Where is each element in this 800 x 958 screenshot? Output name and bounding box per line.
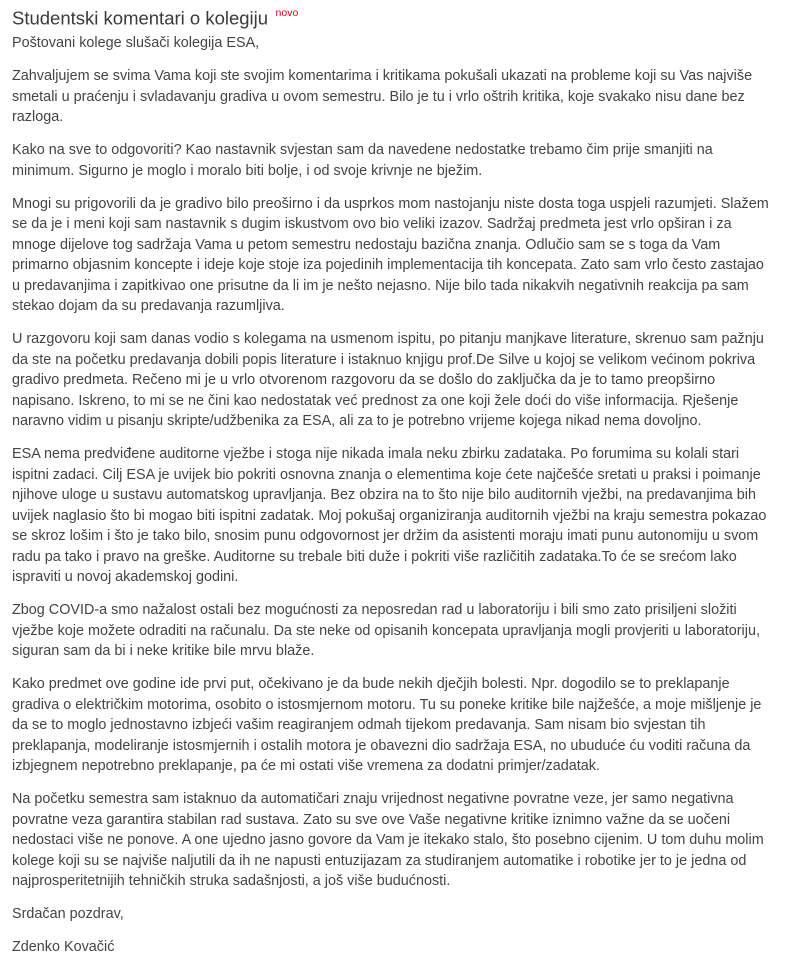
body-paragraph — [12, 674, 788, 777]
body-paragraph — [12, 329, 788, 432]
paragraph-line: smetali u praćenju i svladavanju gradiva u ovom semestru. Bilo je tu i vrlo oštrih kritika, koje svakako nisu dane bez — [12, 88, 745, 105]
paragraph-line: vježbe koje možete odraditi na računalu. Da ste neke od opisanih koncepata upravljanja mogli provjeriti u laboratoriju, — [12, 622, 760, 639]
body-paragraph — [12, 66, 788, 128]
body-paragraph — [12, 444, 788, 588]
salutation: Poštovani kolege slušači kolegija ESA, — [12, 35, 260, 51]
paragraph-line: U razgovoru koji sam danas vodio s kolegama na usmenom ispitu, po pitanju manjkave literature, skrenuo sam pažnju — [12, 331, 764, 347]
title-row — [12, 1, 788, 29]
body-paragraph — [12, 789, 788, 892]
body-paragraph — [12, 140, 788, 181]
paragraph-line: izbjegnem nepotrebno preklapanje, pa će mi ostati više vremena za dodatni primjer/zadatak. — [12, 758, 600, 774]
paragraph-line: Kako predmet ove godine ide prvi put, očekivano je da bude nekih dječjih bolesti. Npr. dogodilo se to preklapanje — [12, 676, 730, 692]
paragraph-line: Mnogi su prigovorili da je gradivo bilo preoširno i da usprkos mom nastojanju niste dosta toga uspjeli razumjeti. Slažem — [12, 195, 769, 212]
article-body — [12, 66, 788, 892]
paragraph-line: mnoge dijelove tog sadržaja Vama u petom semestru nedostaju bazična znanja. Odlučio sam se s toga da Vam — [12, 236, 721, 253]
new-badge: novo — [275, 7, 299, 19]
article-title[interactable]: Studentski komentari o kolegiju — [12, 7, 269, 29]
paragraph-line: najprosperitetnijih tehničkih struka sadašnjosti, a još više budućnosti. — [12, 873, 451, 889]
paragraph-line: se da je i meni koji sam nastavnik s dugim iskustvom ovo bio veliki izazov. Sadržaj predmeta jest vrlo opširan i za — [12, 216, 732, 232]
paragraph-line: naravno vidim u pisanju skripte/udžbenika za ESA, ali za to je potrebno vrijeme kojega nikad nema dovoljno. — [12, 413, 702, 429]
paragraph-line: ESA nema predviđene auditorne vježbe i stoga nije nikada imala neku zbirku zadataka. Po forumima su kolali stari — [12, 446, 740, 462]
paragraph-line: minimum. Sigurno je moglo i moralo biti bolje, i od svoje krivnje ne bježim. — [12, 162, 483, 179]
paragraph-line: da ste na početku predavanja dobili popis literature i istaknuo knjigu prof.De Silve u kojoj se velikom većinom pokriva — [12, 351, 756, 368]
paragraph-line: nedostaci više ne ponove. A one ujedno jasno govore da Vam je itekako stalo, što posebno cijenim. U tom duhu molim — [12, 832, 764, 848]
paragraph-line: njihove uloge u sustavu automatskog upravljanja. Bez obzira na to što nije bilo auditornih vježbi, na predavanjima bih — [12, 487, 756, 503]
paragraph-line: Zbog COVID-a smo nažalost ostali bez mogućnosti za neposredan rad u laboratoriju i bili smo zato prisiljeni složiti — [12, 602, 737, 618]
closing: Srdačan pozdrav, — [12, 906, 124, 922]
paragraph-line: gradiva o električkim motorima, osobito o istosmjernom motoru. Tu su poneke kritike bile najžešće, a moje mišljenje je — [12, 696, 762, 713]
paragraph-line: primarno objasnim koncepte i ideje koje stoje iza pojedinih implementacija tih koncepata. Zato sam vrlo često zastajao — [12, 257, 764, 273]
paragraph-line: da se to moglo jednostavno izbjeći vašim reagiranjem odmah tijekom predavanja. Sam nisam bio svjestan tih — [12, 717, 706, 733]
paragraph-line: ispraviti u novoj akademskoj godini. — [12, 569, 239, 585]
paragraph-line: siguran sam da bi i neke kritike bile mrvu blaže. — [12, 643, 315, 659]
body-paragraph — [12, 194, 788, 317]
paragraph-line: Zahvaljujem se svima Vama koji ste svojim komentarima i kritikama pokušali ukazati na probleme koji su Vas najviše — [12, 68, 753, 84]
paragraph-line: u predavanjima i zapitkivao one prisutne da li im je nešto nejasno. Nije bilo tada nikakvih negativnih reakcija pa sam — [12, 277, 749, 294]
paragraph-line: napisano. Iskreno, to mi se ne čini kao nedostatak već prednost za one koji žele doći do više informacija. Rješenje — [12, 392, 739, 409]
paragraph-line: povratne veza garantira stabilan rad sustava. Zato su sve ove Vaše negativne kritike iznimno važne da se uočeni — [12, 811, 731, 828]
paragraph-line: radu pa tako i pravo na greške. Auditorne su trebale biti duže i pokriti više različitih zadataka.To će se srećom lako — [12, 548, 737, 565]
paragraph-line: stekao dojam da su predavanja razumljiva. — [12, 298, 285, 314]
paragraph-line: kolege koji su se najviše naljutili da ih ne napusti entuzijazam za studiranjem automatike i robotike jer to je jedna od — [12, 852, 747, 869]
paragraph-line: preklapanja, modeliranje istosmjernih i ostalih motora je obavezni dio sadržaja ESA, no ubuduće ću voditi računa da — [12, 737, 751, 754]
body-paragraph — [12, 600, 788, 662]
paragraph-line: razloga. — [12, 109, 64, 125]
paragraph-line: se skroz lošim i što je tako bilo, snosim punu odgovornost jer držim da asistenti moraju imati punu autonomiju u svom — [12, 528, 759, 544]
signature: Zdenko Kovačić — [12, 939, 115, 955]
paragraph-line: Na početku semestra sam istaknuo da automatičari znaju vrijednost negativne povratne veze, jer samo negativna — [12, 791, 734, 807]
paragraph-line: Kako na sve to odgovoriti? Kao nastavnik svjestan sam da navedene nedostatke trebamo čim prije smanjiti na — [12, 142, 713, 158]
article — [0, 1, 800, 958]
paragraph-line: gradivo predmeta. Rečeno mi je u vrlo otvorenom razgovoru da se došlo do zaključka da je to tamo preopširno — [12, 372, 716, 388]
paragraph-line: ispitni zadaci. Cilj ESA je uvijek bio pokriti osnovna znanja o elementima koje ćete najčešće sretati u praksi i poimanje — [12, 466, 761, 483]
paragraph-line: uvijek naglasio što bi mogao biti ispitni zadatak. Moj pokušaj organiziranja auditornih vježbi na kraju semestra pokazao — [12, 507, 767, 524]
